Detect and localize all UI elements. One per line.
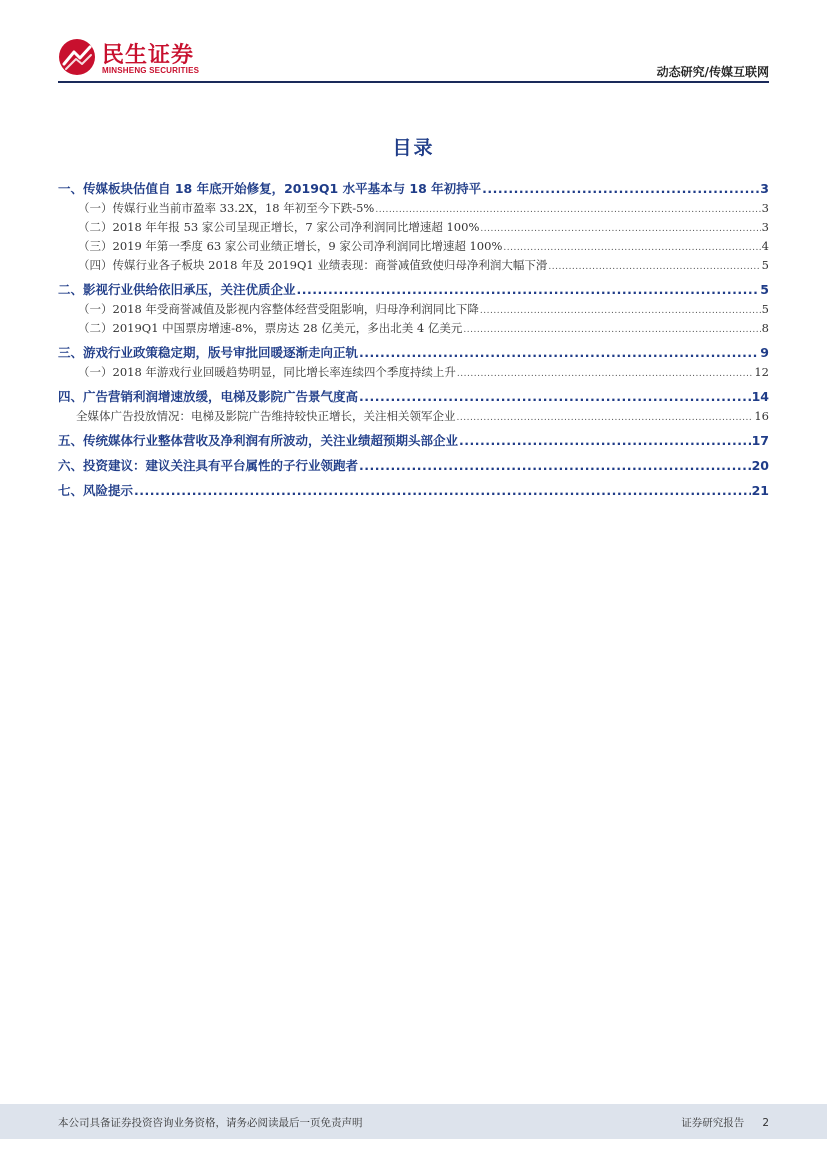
page-header xyxy=(0,0,827,90)
toc-entry-page: 3 xyxy=(761,201,769,215)
toc-dot-leader xyxy=(548,258,760,277)
toc-entry-title: （二）2019Q1 中国票房增速-8%，票房达 28 亿美元，多出北美 4 亿美元 xyxy=(78,321,463,335)
logo-emblem-icon xyxy=(58,38,96,76)
toc-chapter-entry[interactable] xyxy=(58,280,769,300)
toc-dot-leader xyxy=(134,481,751,501)
page-footer xyxy=(0,1104,827,1139)
toc-entry-title: （一）传媒行业当前市盈率 33.2X，18 年初至今下跌-5% xyxy=(78,201,375,215)
toc-chapter-entry[interactable] xyxy=(58,179,769,199)
toc-entry-page: 17 xyxy=(751,433,769,448)
toc-chapter-entry[interactable] xyxy=(58,343,769,363)
toc-entry-title: 四、广告营销利润增速放缓，电梯及影院广告景气度高 xyxy=(58,389,359,404)
toc-dot-leader xyxy=(359,456,751,476)
toc-dot-leader xyxy=(463,321,760,340)
toc-entry-title: （一）2018 年游戏行业回暖趋势明显，同比增长率连续四个季度持续上升 xyxy=(78,365,456,379)
toc-dot-leader xyxy=(457,365,753,384)
footer-page-number: 2 xyxy=(762,1117,769,1129)
toc-dot-leader xyxy=(359,387,751,407)
toc-chapter-entry[interactable] xyxy=(58,387,769,407)
toc-entry-page: 20 xyxy=(751,458,769,473)
toc-chapter-entry[interactable] xyxy=(58,481,769,501)
toc-entry-page: 14 xyxy=(751,389,769,404)
footer-right xyxy=(681,1115,769,1130)
toc-section-entry[interactable] xyxy=(58,218,769,237)
toc-section-entry[interactable] xyxy=(58,237,769,256)
footer-report-type: 证券研究报告 xyxy=(681,1117,745,1129)
toc-entry-page: 5 xyxy=(760,282,769,297)
toc-entry-page: 8 xyxy=(761,321,769,335)
toc-entry-page: 9 xyxy=(760,345,769,360)
company-logo xyxy=(58,38,218,78)
toc-section-entry[interactable] xyxy=(58,300,769,319)
toc-entry-page: 21 xyxy=(751,483,769,498)
toc-section-entry[interactable] xyxy=(58,407,769,426)
toc-section-entry[interactable] xyxy=(58,256,769,275)
toc-dot-leader xyxy=(297,280,760,300)
toc-entry-page: 16 xyxy=(754,409,769,423)
logo-chinese-name: 民生证券 xyxy=(102,43,195,68)
toc-dot-leader xyxy=(459,431,751,451)
toc-chapter-entry[interactable] xyxy=(58,431,769,451)
toc-section-entry[interactable] xyxy=(58,319,769,338)
toc-entry-page: 12 xyxy=(754,365,769,379)
logo-english-name: MINSHENG SECURITIES xyxy=(102,66,200,75)
table-of-contents xyxy=(58,174,769,501)
toc-chapter-entry[interactable] xyxy=(58,456,769,476)
toc-title: 目录 xyxy=(392,137,435,159)
toc-entry-title: （二）2018 年年报 53 家公司呈现正增长，7 家公司净利润同比增速超 100% xyxy=(78,220,480,234)
toc-dot-leader xyxy=(482,179,759,199)
toc-entry-title: 七、风险提示 xyxy=(58,483,134,498)
toc-entry-title: （一）2018 年受商誉减值及影视内容整体经营受阻影响，归母净利润同比下降 xyxy=(78,302,479,316)
toc-entry-title: 六、投资建议：建议关注具有平台属性的子行业领跑者 xyxy=(58,458,359,473)
toc-entry-title: （三）2019 年第一季度 63 家公司业绩正增长，9 家公司净利润同比增速超 100% xyxy=(78,239,503,253)
toc-entry-title: 全媒体广告投放情况：电梯及影院广告维持较快正增长，关注相关领军企业 xyxy=(76,409,456,423)
toc-section-entry[interactable] xyxy=(58,363,769,382)
toc-entry-title: （四）传媒行业各子板块 2018 年及 2019Q1 业绩表现：商誉减值致使归母净利润大幅下滑 xyxy=(78,258,548,272)
toc-entry-page: 4 xyxy=(761,239,769,253)
toc-entry-title: 一、传媒板块估值自 18 年底开始修复，2019Q1 水平基本与 18 年初持平 xyxy=(58,181,482,196)
toc-entry-title: 三、游戏行业政策稳定期，版号审批回暖逐渐走向正轨 xyxy=(58,345,359,360)
toc-dot-leader xyxy=(480,220,760,239)
toc-dot-leader xyxy=(480,302,761,321)
toc-entry-page: 5 xyxy=(761,258,769,272)
toc-section-entry[interactable] xyxy=(58,199,769,218)
header-divider xyxy=(58,81,769,83)
toc-entry-page: 3 xyxy=(760,181,769,196)
toc-dot-leader xyxy=(457,409,754,428)
toc-entry-title: 二、影视行业供给依旧承压，关注优质企业 xyxy=(58,282,296,297)
toc-dot-leader xyxy=(359,343,759,363)
toc-entry-page: 5 xyxy=(761,302,769,316)
report-section-label: 动态研究/传媒互联网 xyxy=(656,65,769,79)
toc-entry-title: 五、传统媒体行业整体营收及净利润有所波动，关注业绩超预期头部企业 xyxy=(58,433,459,448)
footer-disclaimer: 本公司具备证券投资咨询业务资格，请务必阅读最后一页免责声明 xyxy=(58,1117,363,1129)
toc-entry-page: 3 xyxy=(761,220,769,234)
